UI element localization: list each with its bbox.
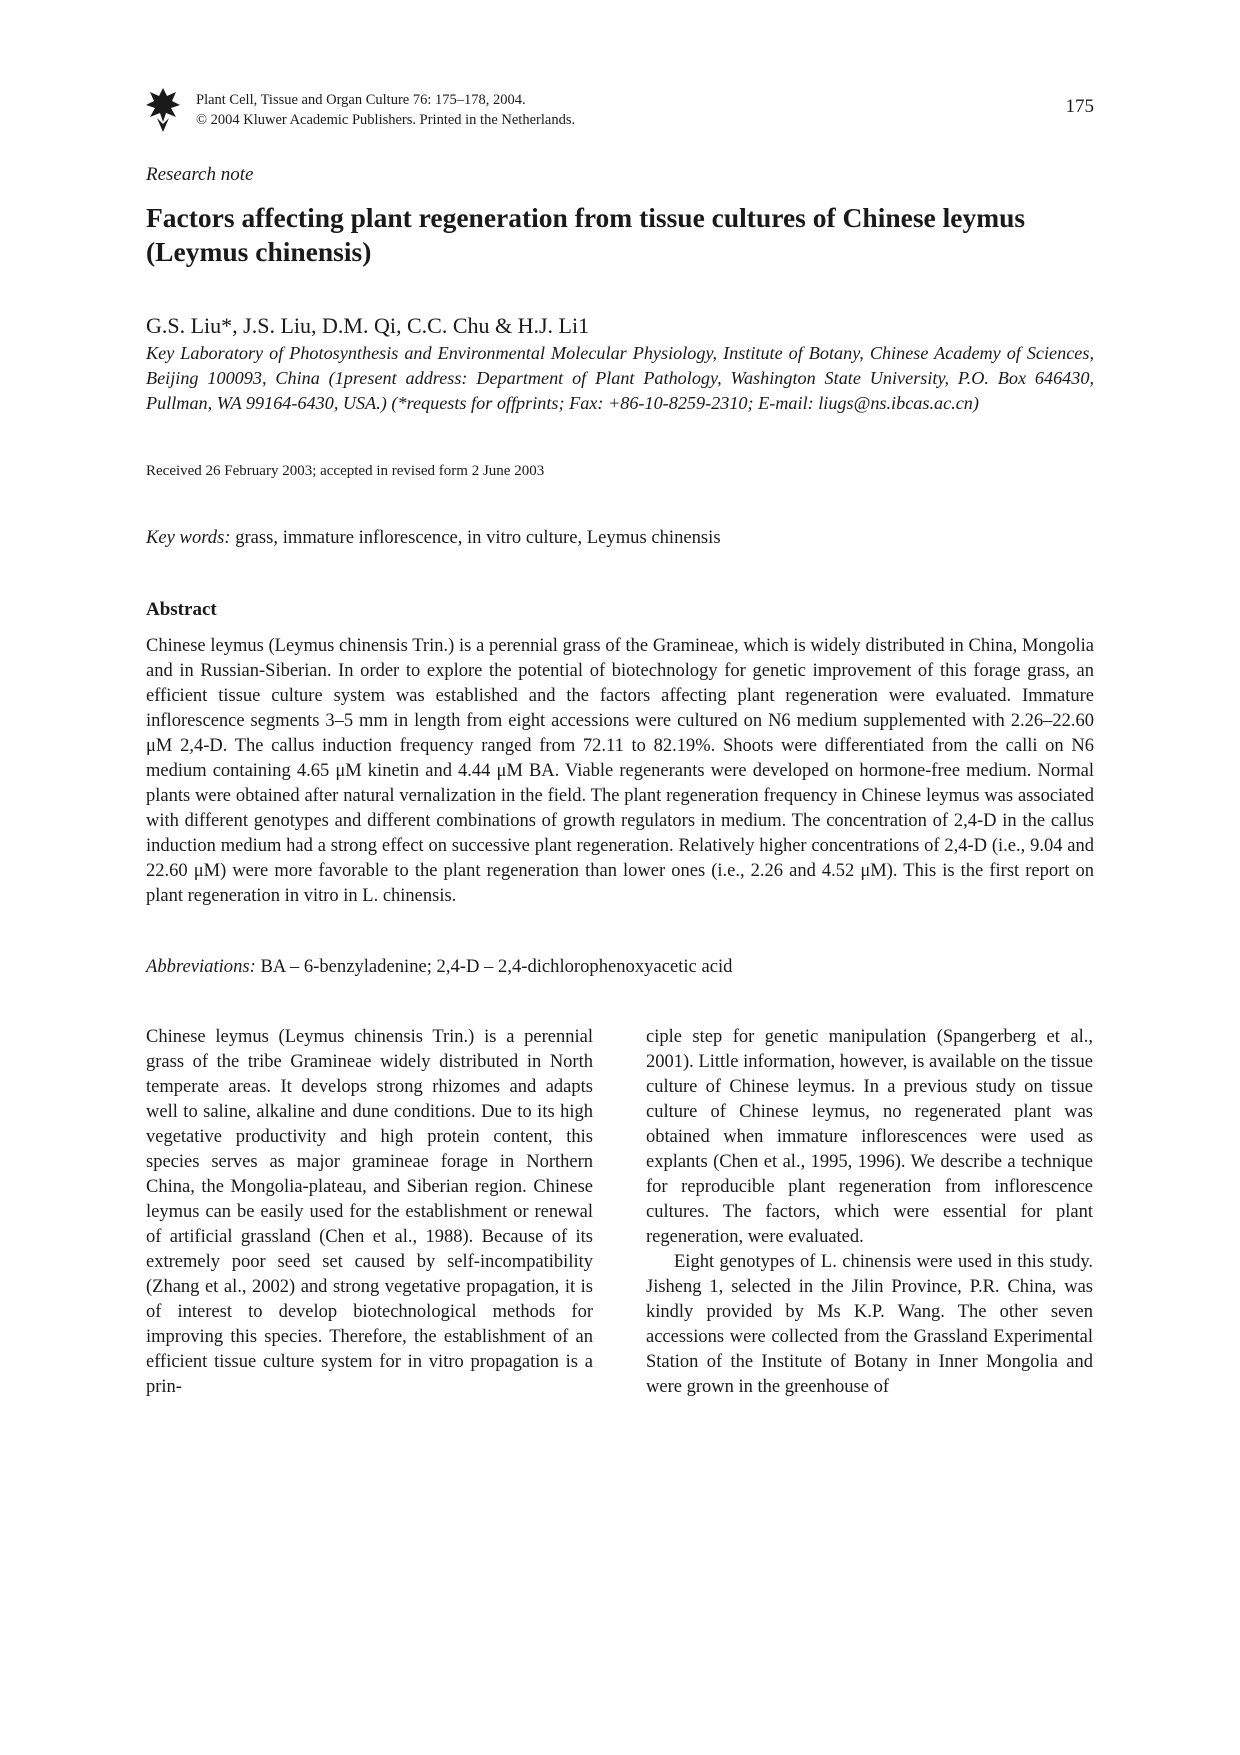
keywords-label: Key words: (146, 527, 231, 548)
body-paragraph: ciple step for genetic manipulation (Spangerberg et al., 2001). Little information, however, is available on the tissue culture of Chinese leymus. In a previous study on tissue culture of Chinese leymus, no regenerated plant was obtained when immature inflorescences were used as explants (Chen et al., 1995, 1996). We describe a technique for reproducible plant regeneration from inflorescence cultures. The factors, which were essential for plant regeneration, were evaluated. (646, 1027, 1093, 1247)
publisher-logo-icon (146, 88, 180, 132)
abbreviations (146, 956, 732, 978)
journal-citation (196, 90, 896, 130)
abstract-heading: Abstract (146, 599, 217, 620)
body-column-left (146, 1025, 593, 1400)
journal-line-2: © 2004 Kluwer Academic Publishers. Printed in the Netherlands. (196, 112, 576, 128)
abstract-text: Chinese leymus (Leymus chinensis Trin.) is a perennial grass of the Gramineae, which is widely distributed in China, Mongolia and in Russian-Siberian. In order to explore the potential of biotechnology for genetic improvement of this forage grass, an efficient tissue culture system was established and the factors affecting plant regeneration were evaluated. Immature inflorescence segments 3–5 mm in length from eight accessions were cultured on N6 medium supplemented with 2.26–22.60 μM 2,4-D. The callus induction frequency ranged from 72.11 to 82.19%. Shoots were differentiated from the calli on N6 medium containing 4.65 μM kinetin and 4.44 μM BA. Viable regenerants were developed on hormone-free medium. Normal plants were obtained after natural vernalization in the field. The plant regeneration frequency in Chinese leymus was associated with different genotypes and different combinations of growth regulators in medium. The concentration of 2,4-D in the callus induction medium had a strong effect on successive plant regeneration. Relatively higher concentrations of 2,4-D (i.e., 9.04 and 22.60 μM) were more favorable to the plant regeneration than lower ones (i.e., 2.26 and 4.52 μM). This is the first report on plant regeneration in vitro in L. chinensis. (146, 636, 1094, 906)
journal-line-1: Plant Cell, Tissue and Organ Culture 76: 175–178, 2004. (196, 92, 526, 108)
article-title: Factors affecting plant regeneration from tissue cultures of Chinese leymus (Leymus chinensis) (146, 202, 1026, 267)
author-list: G.S. Liu*, J.S. Liu, D.M. Qi, C.C. Chu & H.J. Li1 (146, 313, 590, 338)
abbreviations-label: Abbreviations: (146, 956, 256, 977)
page-number: 175 (1065, 96, 1094, 117)
body-paragraph: Eight genotypes of L. chinensis were used in this study. Jisheng 1, selected in the Jilin Province, P.R. China, was kindly provided by Ms K.P. Wang. The other seven accessions were collected from the Grassland Experimental Station of the Institute of Botany in Inner Mongolia and were grown in the greenhouse of (646, 1252, 1093, 1397)
body-column-right (646, 1025, 1093, 1400)
author-affiliation: Key Laboratory of Photosynthesis and Environmental Molecular Physiology, Institute of Botany, Chinese Academy of Sciences, Beijing 100093, China (1present address: Department of Plant Pathology, Washington State University, P.O. Box 646430, Pullman, WA 99164-6430, USA.) (*requests for offprints; Fax: +86-10-8259-2310; E-mail: liugs@ns.ibcas.ac.cn) (146, 343, 1094, 413)
received-dates: Received 26 February 2003; accepted in revised form 2 June 2003 (146, 463, 545, 479)
abbreviations-list: BA – 6-benzyladenine; 2,4-D – 2,4-dichlorophenoxyacetic acid (260, 956, 733, 977)
keywords (146, 527, 721, 549)
article-type: Research note (146, 164, 254, 185)
body-paragraph: Chinese leymus (Leymus chinensis Trin.) is a perennial grass of the tribe Gramineae widely distributed in North temperate areas. It develops strong rhizomes and adapts well to saline, alkaline and dune conditions. Due to its high vegetative productivity and high protein content, this species serves as major gramineae forage in Northern China, the Mongolia-plateau, and Siberian region. Chinese leymus can be easily used for the establishment or renewal of artificial grassland (Chen et al., 1988). Because of its extremely poor seed set caused by self-incompatibility (Zhang et al., 2002) and strong vegetative propagation, it is of interest to develop biotechnological methods for improving this species. Therefore, the establishment of an efficient tissue culture system for in vitro propagation is a prin- (146, 1027, 593, 1397)
keywords-list: grass, immature inflorescence, in vitro culture, Leymus chinensis (235, 527, 721, 548)
